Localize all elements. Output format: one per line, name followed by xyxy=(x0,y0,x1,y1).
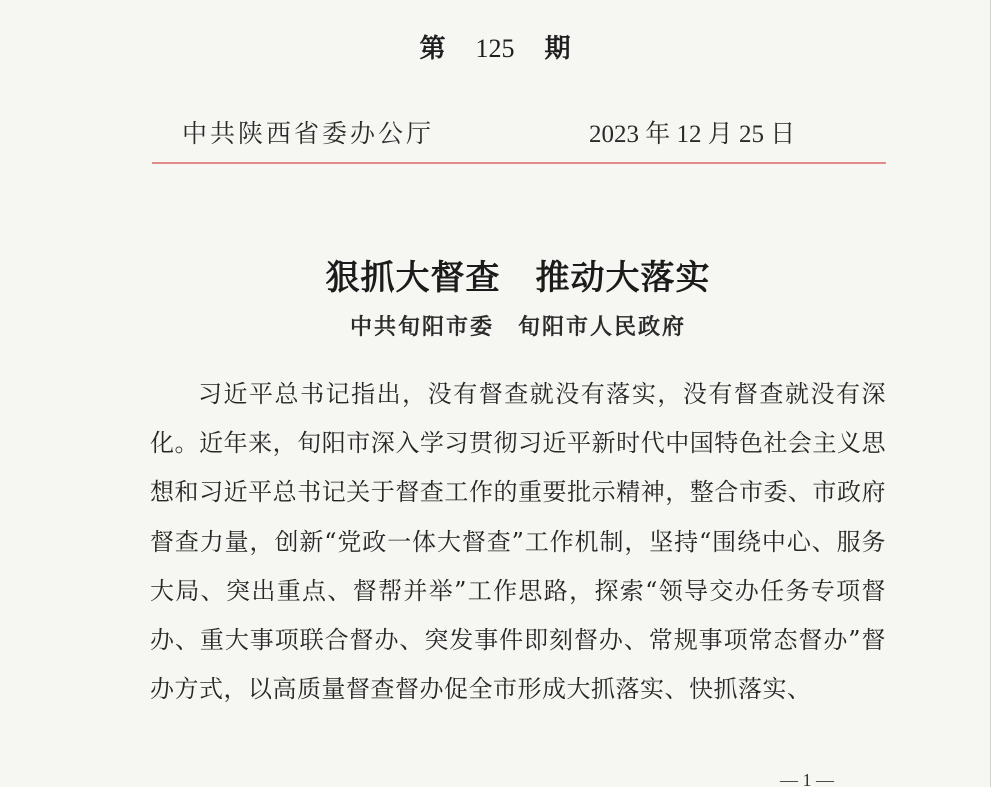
article-author: 中共旬阳市委 旬阳市人民政府 xyxy=(349,314,686,340)
issue-heading xyxy=(0,28,990,65)
page-number: — 1 — xyxy=(780,770,834,787)
issue-label: 第 xyxy=(419,34,446,64)
page-edge xyxy=(990,0,997,787)
issue-number: 125 xyxy=(475,34,515,63)
article-body: 习近平总书记指出，没有督查就没有落实，没有督查就没有深化。近年来，旬阳市深入学习贯彻习近平新时代中国特色社会主义思想和习近平总书记关于督查工作的重要批示精神，整合市委、市政府督查力量，创新“党政一体大督查”工作机制，坚持“围绕中心、服务大局、突出重点、督帮并举”工作思路，探索“领导交办任务专项督办、重大事项联合督办、突发事件即刻督办、常规事项常态督办”督办方式，以高质量督查督办促全市形成大抓落实、快抓落实、 xyxy=(150,380,886,704)
issuer-name: 中共陕西省委办公厅 xyxy=(182,119,435,148)
issue-suffix: 期 xyxy=(544,34,571,64)
red-divider-line xyxy=(152,162,886,164)
article-title: 狠抓大督查 推动大落实 xyxy=(325,258,711,298)
issue-date: 2023 年 12 月 25 日 xyxy=(589,121,796,148)
